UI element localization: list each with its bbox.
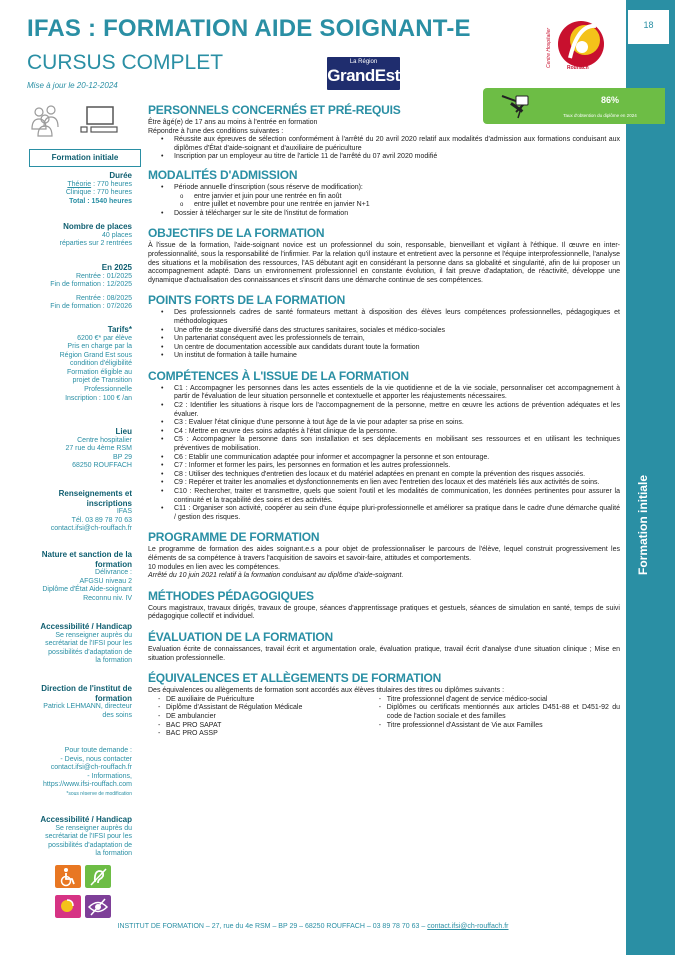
- section-objectifs: [148, 226, 620, 285]
- points-forts-item-2: • Une offre de stage diversifié dans des structures sanitaires, sociales et médico-sociales: [174, 327, 620, 336]
- equivalences-columns: [148, 696, 620, 739]
- points-forts-item-4: • Un centre de documentation accessible aux candidats durant toute la formation: [174, 344, 620, 353]
- direction-heading-1: Direction de l'institut de: [41, 684, 132, 693]
- competence-c6: • C6 : Etablir une communication adaptée pour informer et accompagner la personne et son entourage.: [174, 454, 620, 463]
- modalites-subitem-2: o entre juillet et novembre pour une rentrée en janvier N+1: [194, 201, 620, 210]
- evaluation-p1: Evaluation écrite de connaissances, travail écrit et argumentation orale, évaluation pratique, travail écrit d'analyse d'une situation clinique ; Mise en situation professionnelle.: [148, 645, 620, 662]
- main-content: [148, 103, 620, 739]
- section-methodes-title: MÉTHODES PÉDAGOGIQUES: [148, 588, 314, 603]
- section-methodes: [148, 589, 620, 622]
- renseignements-heading-2: inscriptions: [86, 498, 132, 508]
- modalites-item-2: • Dossier à télécharger sur le site de l'institut de formation: [174, 210, 620, 219]
- nature-line1: Délivrance :: [95, 569, 132, 576]
- demande-line1: Pour toute demande :: [64, 747, 132, 754]
- accessibilite1-line4: la formation: [95, 657, 132, 665]
- section-equivalences: [148, 671, 620, 739]
- section-evaluation: [148, 630, 620, 663]
- footer: [0, 923, 626, 930]
- duree-clinique: Clinique : 770 heures: [65, 189, 132, 197]
- tarifs-block: [10, 325, 132, 403]
- duree-theorie: [10, 181, 132, 190]
- competence-c11: • C11 : Organiser son activité, coopérer au sein d'une équipe pluri-professionnelle et améliorer sa pratique dans le cadre d'une démarche qualité / gestion des risques.: [174, 505, 620, 522]
- hearing-impaired-icon: [85, 865, 111, 888]
- hospital-logo-name: Centre Hospitalier: [546, 27, 552, 68]
- competence-c4: • C4 : Mettre en œuvre des soins adaptés à l'état clinique de la personne.: [174, 428, 620, 437]
- section-points-forts-title: POINTS FORTS DE LA FORMATION: [148, 293, 346, 308]
- demande-line4: - Informations,: [87, 772, 132, 780]
- nature-line4: Reconnu niv. IV: [83, 594, 132, 602]
- section-programme-title: PROGRAMME DE FORMATION: [148, 530, 320, 545]
- equivalence-left-item: - BAC PRO ASSP: [166, 730, 369, 739]
- side-label: Formation initiale: [636, 475, 650, 576]
- section-equivalences-title: ÉQUIVALENCES ET ALLÈGEMENTS DE FORMATION: [148, 671, 442, 686]
- section-personnels-title: PERSONNELS CONCERNÉS ET PRÉ-REQUIS: [148, 103, 401, 117]
- places-line1: 40 places: [102, 231, 132, 239]
- renseignements-heading-1: Renseignements et: [58, 489, 132, 498]
- equivalences-left-list: [148, 696, 369, 739]
- tarifs-heading: Tarifs*: [107, 325, 132, 334]
- accessibilite1-line1: Se renseigner auprès du: [55, 631, 132, 639]
- tarifs-line8: Inscription : 100 € /an: [65, 394, 132, 402]
- success-rate-label: Taux d'obtention du diplôme en 2024: [563, 113, 637, 118]
- dates-heading: En 2025: [101, 263, 132, 272]
- tarifs-line5: Formation éligible au: [67, 368, 132, 376]
- page-title: IFAS : FORMATION AIDE SOIGNANT-E: [27, 15, 471, 42]
- region-grand-est-logo: [327, 57, 400, 90]
- modalites-sublist: [148, 193, 620, 210]
- lieu-line4: 68250 ROUFFACH: [72, 462, 132, 470]
- demande-line2: - Devis, nous contacter: [60, 755, 132, 763]
- nature-heading-1: Nature et sanction de la: [41, 550, 132, 559]
- competence-c2: • C2 : Identifier les situations à risque lors de l'accompagnement de la personne, mettre en œuvre les actions de prévention adéquates et les évaluer.: [174, 402, 620, 419]
- section-evaluation-title: ÉVALUATION DE LA FORMATION: [148, 629, 334, 644]
- renseignements-line1: IFAS: [116, 508, 132, 515]
- demande-note: *sous réserve de modification: [66, 790, 132, 797]
- lieu-line3: BP 29: [113, 453, 132, 461]
- equivalence-right-item: - Titre professionnel d'Assistant de Vie aux Familles: [387, 722, 620, 731]
- competence-c9: • C9 : Repérer et traiter les anomalies et dysfonctionnements en lien avec l'entretien des locaux et des matériels liés aux activités de soins.: [174, 479, 620, 488]
- section-competences-title: COMPÉTENCES À L'ISSUE DE LA FORMATION: [148, 368, 409, 383]
- formation-badge: [29, 149, 141, 167]
- tarifs-line6: projet de Transition: [72, 377, 132, 385]
- accessibilite2-line4: la formation: [95, 850, 132, 858]
- nature-line3: Diplôme d'État Aide-soignant: [42, 586, 132, 594]
- cognitive-disability-icon: [55, 895, 81, 918]
- update-date: Mise à jour le 20-12-2024: [27, 81, 118, 90]
- equivalence-left-item: - Diplôme d'Assistant de Régulation Médicale: [166, 704, 369, 713]
- equivalence-left-item: - DE auxiliaire de Puériculture: [166, 696, 369, 705]
- lieu-block: [10, 427, 132, 471]
- footer-email-link[interactable]: contact.ifsi@ch-rouffach.fr: [427, 923, 509, 930]
- accessibilite-block-2: [10, 815, 132, 859]
- points-forts-item-5: • Un institut de formation à taille humaine: [174, 352, 620, 361]
- theorie-label: Théorie: [67, 180, 92, 188]
- page-subtitle: CURSUS COMPLET: [27, 51, 224, 74]
- demande-email[interactable]: contact.ifsi@ch-rouffach.fr: [50, 764, 132, 772]
- dates-line3: Rentrée : 08/2025: [75, 294, 132, 302]
- success-rate-value: 86%: [600, 95, 619, 105]
- formation-badge-label: Formation initiale: [51, 153, 119, 162]
- competence-c5: • C5 : Accompagner la personne dans son installation et ses déplacements en mobilisant ses ressources et en utilisant les techniques préventives de mobilisation.: [174, 436, 620, 453]
- accessibilite1-line3: possibilités d'adaptation de: [48, 648, 132, 656]
- section-points-forts: [148, 293, 620, 361]
- competence-c3: • C3 : Evaluer l'état clinique d'une personne à tout âge de la vie pour adapter sa prise en soins.: [174, 419, 620, 428]
- competence-c7: • C7 : Informer et former les pairs, les personnes en formation et les autres professionnels.: [174, 462, 620, 471]
- direction-block: [10, 684, 132, 720]
- methodes-p1: Cours magistraux, travaux dirigés, travaux de groupe, séances d'apprentissage pratiques et gestuels, séances de simulation en santé, temps de suivi pédagogique collectif et individuel.: [148, 604, 620, 621]
- duree-total: Total : 1540 heures: [69, 197, 132, 205]
- region-logo-line1: La Région: [349, 59, 378, 65]
- wheelchair-icon: [55, 865, 81, 888]
- direction-line2: des soins: [102, 711, 132, 719]
- page-number: 18: [643, 20, 654, 30]
- competences-list: [148, 385, 620, 523]
- duree-heading: Durée: [109, 171, 132, 180]
- tarifs-line4: condition d'éligibilité: [69, 360, 132, 368]
- personnels-item-1: • Réussite aux épreuves de sélection conformément à l'arrêté du 20 avril 2020 relatif aux modalités d'admission aux formations conduisant aux diplômes d'État d'aide-soignant et d'auxiliaire de puériculture: [174, 136, 620, 153]
- equivalence-left-item: - BAC PRO SAPAT: [166, 722, 369, 731]
- renseignements-phone: Tél. 03 89 78 70 63: [71, 516, 132, 524]
- side-strip: [626, 0, 675, 955]
- dates-block: [10, 263, 132, 312]
- accessibilite2-line1: Se renseigner auprès du: [55, 824, 132, 832]
- section-objectifs-title: OBJECTIFS DE LA FORMATION: [148, 226, 325, 241]
- demande-website[interactable]: https://www.ifsi-rouffach.com: [43, 781, 132, 789]
- section-competences: [148, 369, 620, 523]
- modalites-list: [148, 184, 620, 193]
- competence-c10: • C10 : Rechercher, traiter et transmettre, quels que soient l'outil et les modalités de communication, les données pertinentes pour assurer la continuité et la traçabilité des soins et des activités.: [174, 488, 620, 505]
- section-personnels: [148, 103, 620, 162]
- lieu-line1: Centre hospitalier: [77, 436, 132, 444]
- visual-impaired-icon: [85, 895, 111, 918]
- hospital-logo-city: Rouffach: [567, 65, 589, 71]
- accessibilite2-line2: secrétariat de l'IFSI pour les: [45, 833, 132, 841]
- points-forts-list: [148, 309, 620, 361]
- nature-heading-2: formation: [95, 559, 132, 569]
- personnels-item-2: • Inscription par un employeur au titre de l'article 11 de l'arrêté du 07 avril 2020 modifié: [174, 153, 620, 162]
- renseignements-block: [10, 489, 132, 534]
- objectifs-p1: À l'issue de la formation, l'aide-soignant novice est un professionnel du soin, responsable, bienveillant et vigilant à l'éthique. Il œuvre en inter-professionnalité, sous la responsabilité de l'infirmier. Par la relation qu'il instaure et entretient avec la personne et l'équipe interprofessionnelle, l'analyse des situations et la mobilisation des ressources, l'AS débutant agit en considérant la personne dans sa globalité et singularité, afin de lui proposer un accompagnement adapté. Dans un environnement professionnel en constante évolution, il fait preuve d'adaptation, de réactivité, développe une dynamique d'actualisation des connaissances et s'inscrit dans une démarche continue de ses compétences.: [148, 242, 620, 284]
- modalites-item-1: • Période annuelle d'inscription (sous réserve de modification):: [174, 184, 620, 193]
- tarifs-line3: Région Grand Est sous: [59, 351, 132, 359]
- accessibilite-block-1: [10, 622, 132, 666]
- theorie-value: : 770 heures: [91, 180, 132, 188]
- competence-c1: • C1 : Accompagner les personnes dans les actes essentiels de la vie quotidienne et de la vie sociale, personnaliser cet accompagnement à partir de l'évaluation de leur situation personnelle et contextuelle et apporter les réajustements nécessaires.: [174, 385, 620, 402]
- equivalences-p1: Des équivalences ou allègements de formation sont accordés aux élèves titulaires des titres ou diplômes suivants :: [148, 687, 505, 695]
- nature-line2: AFGSU niveau 2: [79, 577, 132, 585]
- competence-c8: • C8 : Utiliser des techniques d'entretien des locaux et du matériel adaptées en prenant en compte la prévention des risques associés.: [174, 471, 620, 480]
- tarifs-line7: Professionnelle: [84, 386, 132, 394]
- programme-p1: Le programme de formation des aides soignant.e.s a pour objet de professionnaliser le parcours de l'élève, lequel construit progressivement les éléments de sa compétence à travers l'acquisition de savoirs et savoir-faire, attitudes et comportements.: [148, 546, 620, 562]
- places-block: [10, 222, 132, 249]
- nature-block: [10, 550, 132, 603]
- demande-block: [10, 747, 132, 798]
- points-forts-item-1: • Des professionnels cadres de santé formateurs mettant à disposition des élèves leurs compétences professionnelles, pédagogiques et méthodologiques: [174, 309, 620, 326]
- people-and-computer-icon: [29, 103, 129, 137]
- lieu-heading: Lieu: [115, 427, 132, 436]
- equivalences-right-list: [369, 696, 620, 739]
- modalites-list-2: [148, 210, 620, 219]
- dates-line4: Fin de formation : 07/2026: [50, 303, 132, 311]
- programme-p2: 10 modules en lien avec les compétences.: [148, 563, 280, 571]
- region-logo-line2: GrandEst: [327, 66, 400, 85]
- programme-p3: Arrêté du 10 juin 2021 relatif à la formation conduisant au diplôme d'aide-soignant.: [148, 572, 404, 580]
- tarifs-line2: Pris en charge par la: [67, 343, 132, 351]
- dates-line1: Rentrée : 01/2025: [75, 272, 132, 280]
- points-forts-item-3: • Un partenariat conséquent avec les professionnels de terrain,: [174, 335, 620, 344]
- places-heading: Nombre de places: [63, 222, 132, 231]
- personnels-list: [148, 136, 620, 162]
- duree-block: [10, 171, 132, 206]
- direction-line1: Patrick LEHMANN, directeur: [43, 703, 132, 710]
- tarifs-line1: 6200 €* par élève: [77, 334, 132, 342]
- dates-line2: Fin de formation : 12/2025: [50, 281, 132, 289]
- lieu-line2: 27 rue du 4ème RSM: [65, 445, 132, 453]
- section-modalites-title: MODALITÉS D'ADMISSION: [148, 167, 298, 182]
- renseignements-email[interactable]: contact.ifsi@ch-rouffach.fr: [50, 525, 132, 533]
- places-line2: réparties sur 2 rentrées: [59, 240, 132, 248]
- modalites-subitem-1: o entre janvier et juin pour une rentrée en fin août: [194, 193, 620, 202]
- equivalence-right-item: - Diplômes ou certificats mentionnés aux articles D451-88 et D451-92 du code de l'action sociale et des familles: [387, 704, 620, 721]
- accessibilite2-line3: possibilités d'adaptation de: [48, 841, 132, 849]
- direction-heading-2: formation: [95, 693, 132, 703]
- accessibility-icons: [55, 865, 125, 921]
- accessibilite-heading-1: Accessibilité / Handicap: [40, 622, 132, 631]
- personnels-p2: Répondre à l'une des conditions suivantes :: [148, 127, 284, 135]
- equivalence-right-item: - Titre professionnel d'agent de service médico-social: [387, 696, 620, 705]
- footer-address: INSTITUT DE FORMATION – 27, rue du 4e RSM – BP 29 – 68250 ROUFFACH – 03 89 78 70 63 –: [117, 923, 428, 930]
- accessibilite1-line2: secrétariat de l'IFSI pour les: [45, 640, 132, 648]
- section-programme: [148, 530, 620, 580]
- accessibilite-heading-2: Accessibilité / Handicap: [40, 815, 132, 824]
- section-modalites: [148, 168, 620, 218]
- personnels-p1: Être âgé(e) de 17 ans au moins à l'entrée en formation: [148, 119, 318, 126]
- equivalence-left-item: - DE ambulancier: [166, 713, 369, 722]
